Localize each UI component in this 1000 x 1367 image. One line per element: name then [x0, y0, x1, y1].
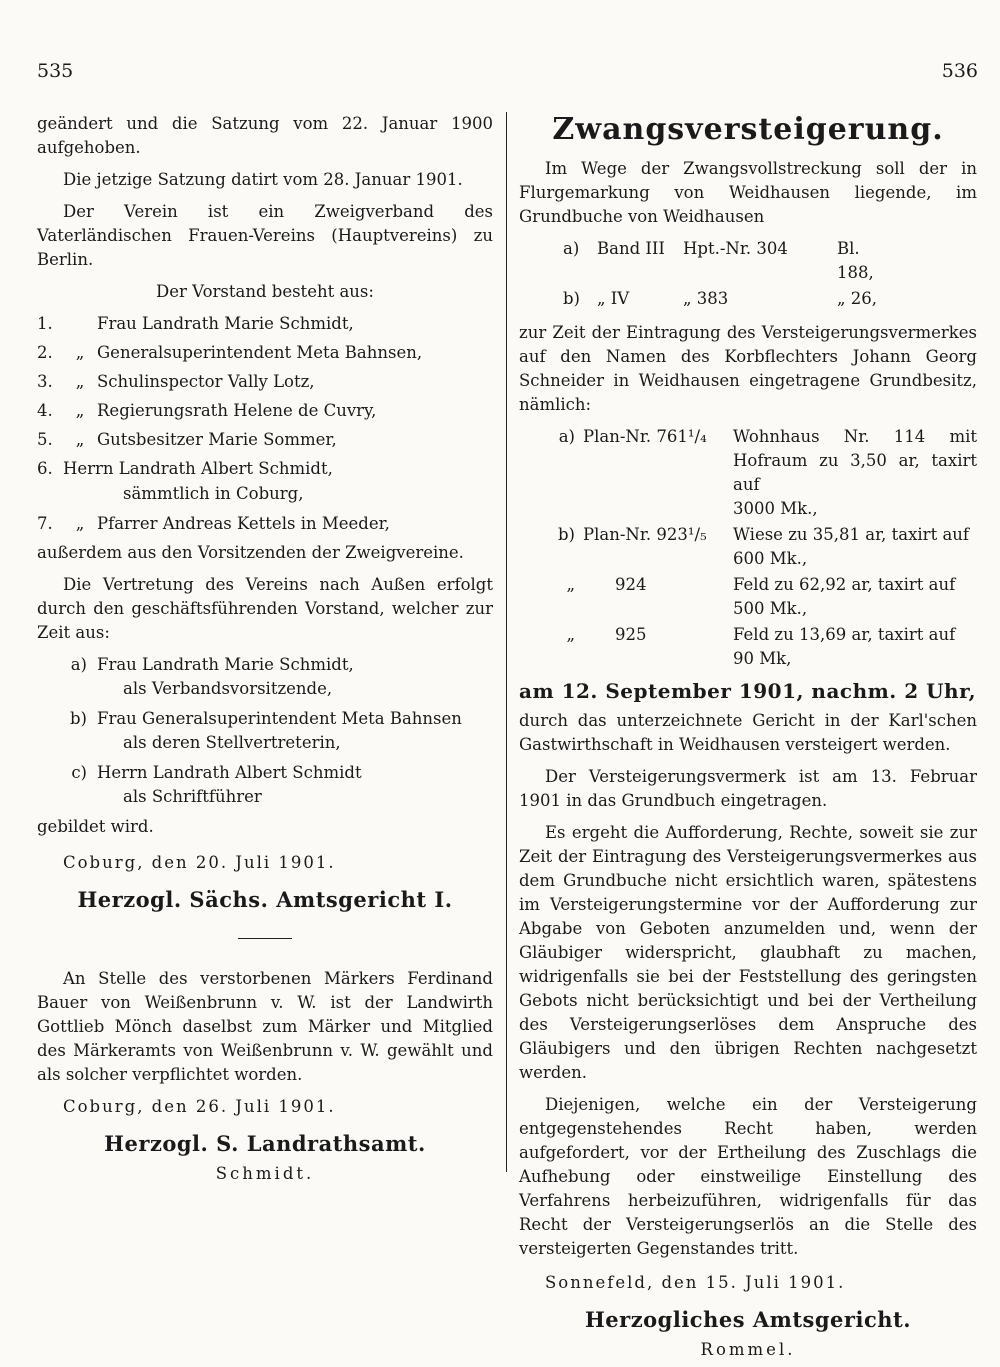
member-row — [37, 399, 493, 423]
rep-role: als Schriftführer — [123, 787, 262, 806]
plan-letter: „ — [566, 625, 575, 644]
plan-letter: b) — [558, 525, 575, 544]
member-row — [37, 312, 493, 336]
plan-description: Feld zu 13,69 ar, taxirt auf — [733, 625, 956, 644]
signature-amtsgericht: Herzogl. Sächs. Amtsgericht I. — [77, 887, 453, 912]
rep-role: als Verbandsvorsitzende, — [123, 679, 333, 698]
member-number: 1. — [37, 314, 53, 333]
member-number: 5. — [37, 430, 53, 449]
signature-name-rommel: Rommel. — [700, 1340, 796, 1359]
separator-rule — [238, 938, 292, 939]
paragraph-aufforderung: Es ergeht die Aufforderung, Rechte, soweit sie zur Zeit der Eintragung des Versteigerungsvermerkes aus dem Grundbuche nicht ersichtlich waren, spätestens im Versteigerungstermine vor der Aufforderung zur Abgabe von Geboten anzumelden und, wenn der Gläubiger widerspricht, glaubhaft zu machen, widrigenfalls sie bei der Feststellung des geringsten Gebots nicht berücksichtigt und bei der Vertheilung des Versteigerungserlöses dem Anspruche des Gläubigers und den übrigen Rechten nachgesetzt werden. — [519, 823, 977, 1082]
member-row — [37, 370, 493, 394]
page-number-left: 535 — [37, 60, 74, 82]
page-number-right: 536 — [941, 60, 978, 82]
ditto-mark: „ — [75, 401, 85, 420]
member-text: Schulinspector Vally Lotz, — [97, 372, 315, 391]
member-text: Herrn Landrath Albert Schmidt, — [63, 459, 333, 478]
paragraph-intro: Im Wege der Zwangsvollstreckung soll der in Flurgemarkung von Weidhausen liegende, im Grundbuche von Weidhausen — [519, 159, 977, 226]
member-text: Regierungsrath Helene de Cuvry, — [97, 401, 377, 420]
plan-description-block — [733, 523, 977, 571]
ditto-mark: „ — [75, 514, 85, 533]
paragraph-gebildet: gebildet wird. — [37, 817, 154, 836]
plan-description: Wohnhaus Nr. 114 mit Hofraum zu 3,50 ar, taxirt auf — [733, 427, 977, 494]
band-value: Band III — [597, 239, 665, 258]
plan-letter: „ — [566, 575, 575, 594]
vorstand-heading: Der Vorstand besteht aus: — [156, 282, 374, 301]
member-text: Generalsuperintendent Meta Bahnsen, — [97, 343, 423, 362]
paragraph-gericht: durch das unterzeichnete Gericht in der Karl'schen Gastwirthschaft in Weidhausen versteigert werden. — [519, 711, 977, 754]
rep-letter: c) — [71, 763, 87, 782]
paragraph-diejenigen: Diejenigen, welche ein der Versteigerung entgegenstehendes Recht haben, werden aufgefordert, vor der Ertheilung des Zuschlags die Aufhebung oder einstweilige Einstellung des Verfahrens herbeizuführen, widrigenfalls für das Recht der Versteigerungserlös an die Stelle des versteigerten Gegenstandes tritt. — [519, 1095, 977, 1258]
member-row — [37, 512, 493, 536]
member-number: 4. — [37, 401, 53, 420]
paragraph-eintragung: zur Zeit der Eintragung des Versteigerungsvermerkes auf den Namen des Korbflechters Johann Georg Schneider in Weidhausen eingetragene Grundbesitz, nämlich: — [519, 323, 977, 414]
hpt-number: „ 383 — [683, 289, 729, 308]
signature-herzogliches-amtsgericht: Herzogliches Amtsgericht. — [584, 1307, 912, 1332]
paragraph-satzung-date: Die jetzige Satzung datirt vom 28. Januar 1901. — [63, 170, 463, 189]
ditto-mark — [63, 312, 97, 336]
rep-name: Frau Generalsuperintendent Meta Bahnsen — [97, 709, 462, 728]
member-row — [37, 457, 493, 481]
date-line-sonnefeld: Sonnefeld, den 15. Juli 1901. — [545, 1273, 846, 1292]
notice-title: Zwangsversteigerung. — [552, 112, 944, 147]
grundbuch-row — [519, 237, 977, 285]
right-column — [519, 112, 977, 1367]
hpt-number: Hpt.-Nr. 304 — [683, 239, 788, 258]
date-line-1: Coburg, den 20. Juli 1901. — [63, 853, 336, 872]
rep-letter: b) — [70, 709, 87, 728]
member-text: Frau Landrath Marie Schmidt, — [97, 314, 354, 333]
ditto-mark: „ — [75, 372, 85, 391]
blatt-number: Bl. 188, — [837, 239, 874, 282]
left-column — [37, 112, 493, 1191]
ditto-mark: „ — [75, 430, 85, 449]
plan-description: Wiese zu 35,81 ar, taxirt auf — [733, 525, 970, 544]
row-letter: a) — [563, 239, 580, 258]
rep-name: Herrn Landrath Albert Schmidt — [97, 763, 362, 782]
plan-number: 925 — [615, 625, 647, 644]
plan-number: Plan-Nr. 761¹/₄ — [583, 427, 707, 446]
date-line-2: Coburg, den 26. Juli 1901. — [63, 1097, 336, 1116]
paragraph-vermerk: Der Versteigerungsvermerk ist am 13. Februar 1901 in das Grundbuch eingetragen. — [519, 767, 977, 810]
member-number: 2. — [37, 343, 53, 362]
signature-landrathsamt: Herzogl. S. Landrathsamt. — [104, 1131, 426, 1156]
plan-row — [519, 523, 977, 571]
member-number: 7. — [37, 514, 53, 533]
member-text: Pfarrer Andreas Kettels in Meeder, — [97, 514, 390, 533]
plan-description-block — [733, 623, 977, 671]
paragraph-vertretung: Die Vertretung des Vereins nach Außen erfolgt durch den geschäftsführenden Vorstand, welcher zur Zeit aus: — [37, 575, 493, 642]
member-row — [37, 428, 493, 452]
member-number: 6. — [37, 459, 53, 478]
paragraph-zweigvereine: außerdem aus den Vorsitzenden der Zweigvereine. — [37, 543, 464, 562]
rep-row — [37, 707, 493, 731]
member-continuation: sämmtlich in Coburg, — [123, 484, 304, 503]
plan-price: 90 Mk, — [733, 649, 792, 668]
rep-role: als deren Stellvertreterin, — [123, 733, 341, 752]
grundbuch-row — [519, 287, 977, 311]
rep-row — [37, 761, 493, 785]
plan-row — [519, 623, 977, 671]
ditto-mark: „ — [75, 343, 85, 362]
paragraph-maerker: An Stelle des verstorbenen Märkers Ferdinand Bauer von Weißenbrunn v. W. ist der Landwirth Gottlieb Mönch daselbst zum Märker und Mitglied des Märkeramts von Weißenbrunn v. W. gewählt und als solcher verpflichtet worden. — [37, 969, 493, 1084]
band-value: „ IV — [597, 289, 630, 308]
row-letter: b) — [563, 289, 580, 308]
plan-description: Feld zu 62,92 ar, taxirt auf — [733, 575, 956, 594]
rep-row — [37, 653, 493, 677]
plan-letter: a) — [558, 427, 575, 446]
plan-description-block — [733, 573, 977, 621]
member-number: 3. — [37, 372, 53, 391]
blatt-number: „ 26, — [837, 289, 878, 308]
plan-price: 500 Mk., — [733, 599, 808, 618]
rep-letter: a) — [70, 655, 87, 674]
plan-row — [519, 573, 977, 621]
paragraph-verein: Der Verein ist ein Zweigverband des Vaterländischen Frauen-Vereins (Hauptvereins) zu Berlin. — [37, 202, 493, 269]
rep-name: Frau Landrath Marie Schmidt, — [97, 655, 354, 674]
plan-price: 3000 Mk., — [733, 499, 818, 518]
plan-description-block — [733, 425, 977, 521]
plan-row — [519, 425, 977, 521]
auction-date: am 12. September 1901, nachm. 2 Uhr, — [519, 679, 977, 703]
plan-number: Plan-Nr. 923¹/₅ — [583, 525, 707, 544]
column-divider — [506, 112, 507, 1172]
paragraph-satzung-change: geändert und die Satzung vom 22. Januar 1900 aufgehoben. — [37, 114, 493, 157]
member-row — [37, 341, 493, 365]
plan-price: 600 Mk., — [733, 549, 808, 568]
member-text: Gutsbesitzer Marie Sommer, — [97, 430, 337, 449]
plan-number: 924 — [615, 575, 647, 594]
signature-name-schmidt: Schmidt. — [215, 1164, 315, 1183]
